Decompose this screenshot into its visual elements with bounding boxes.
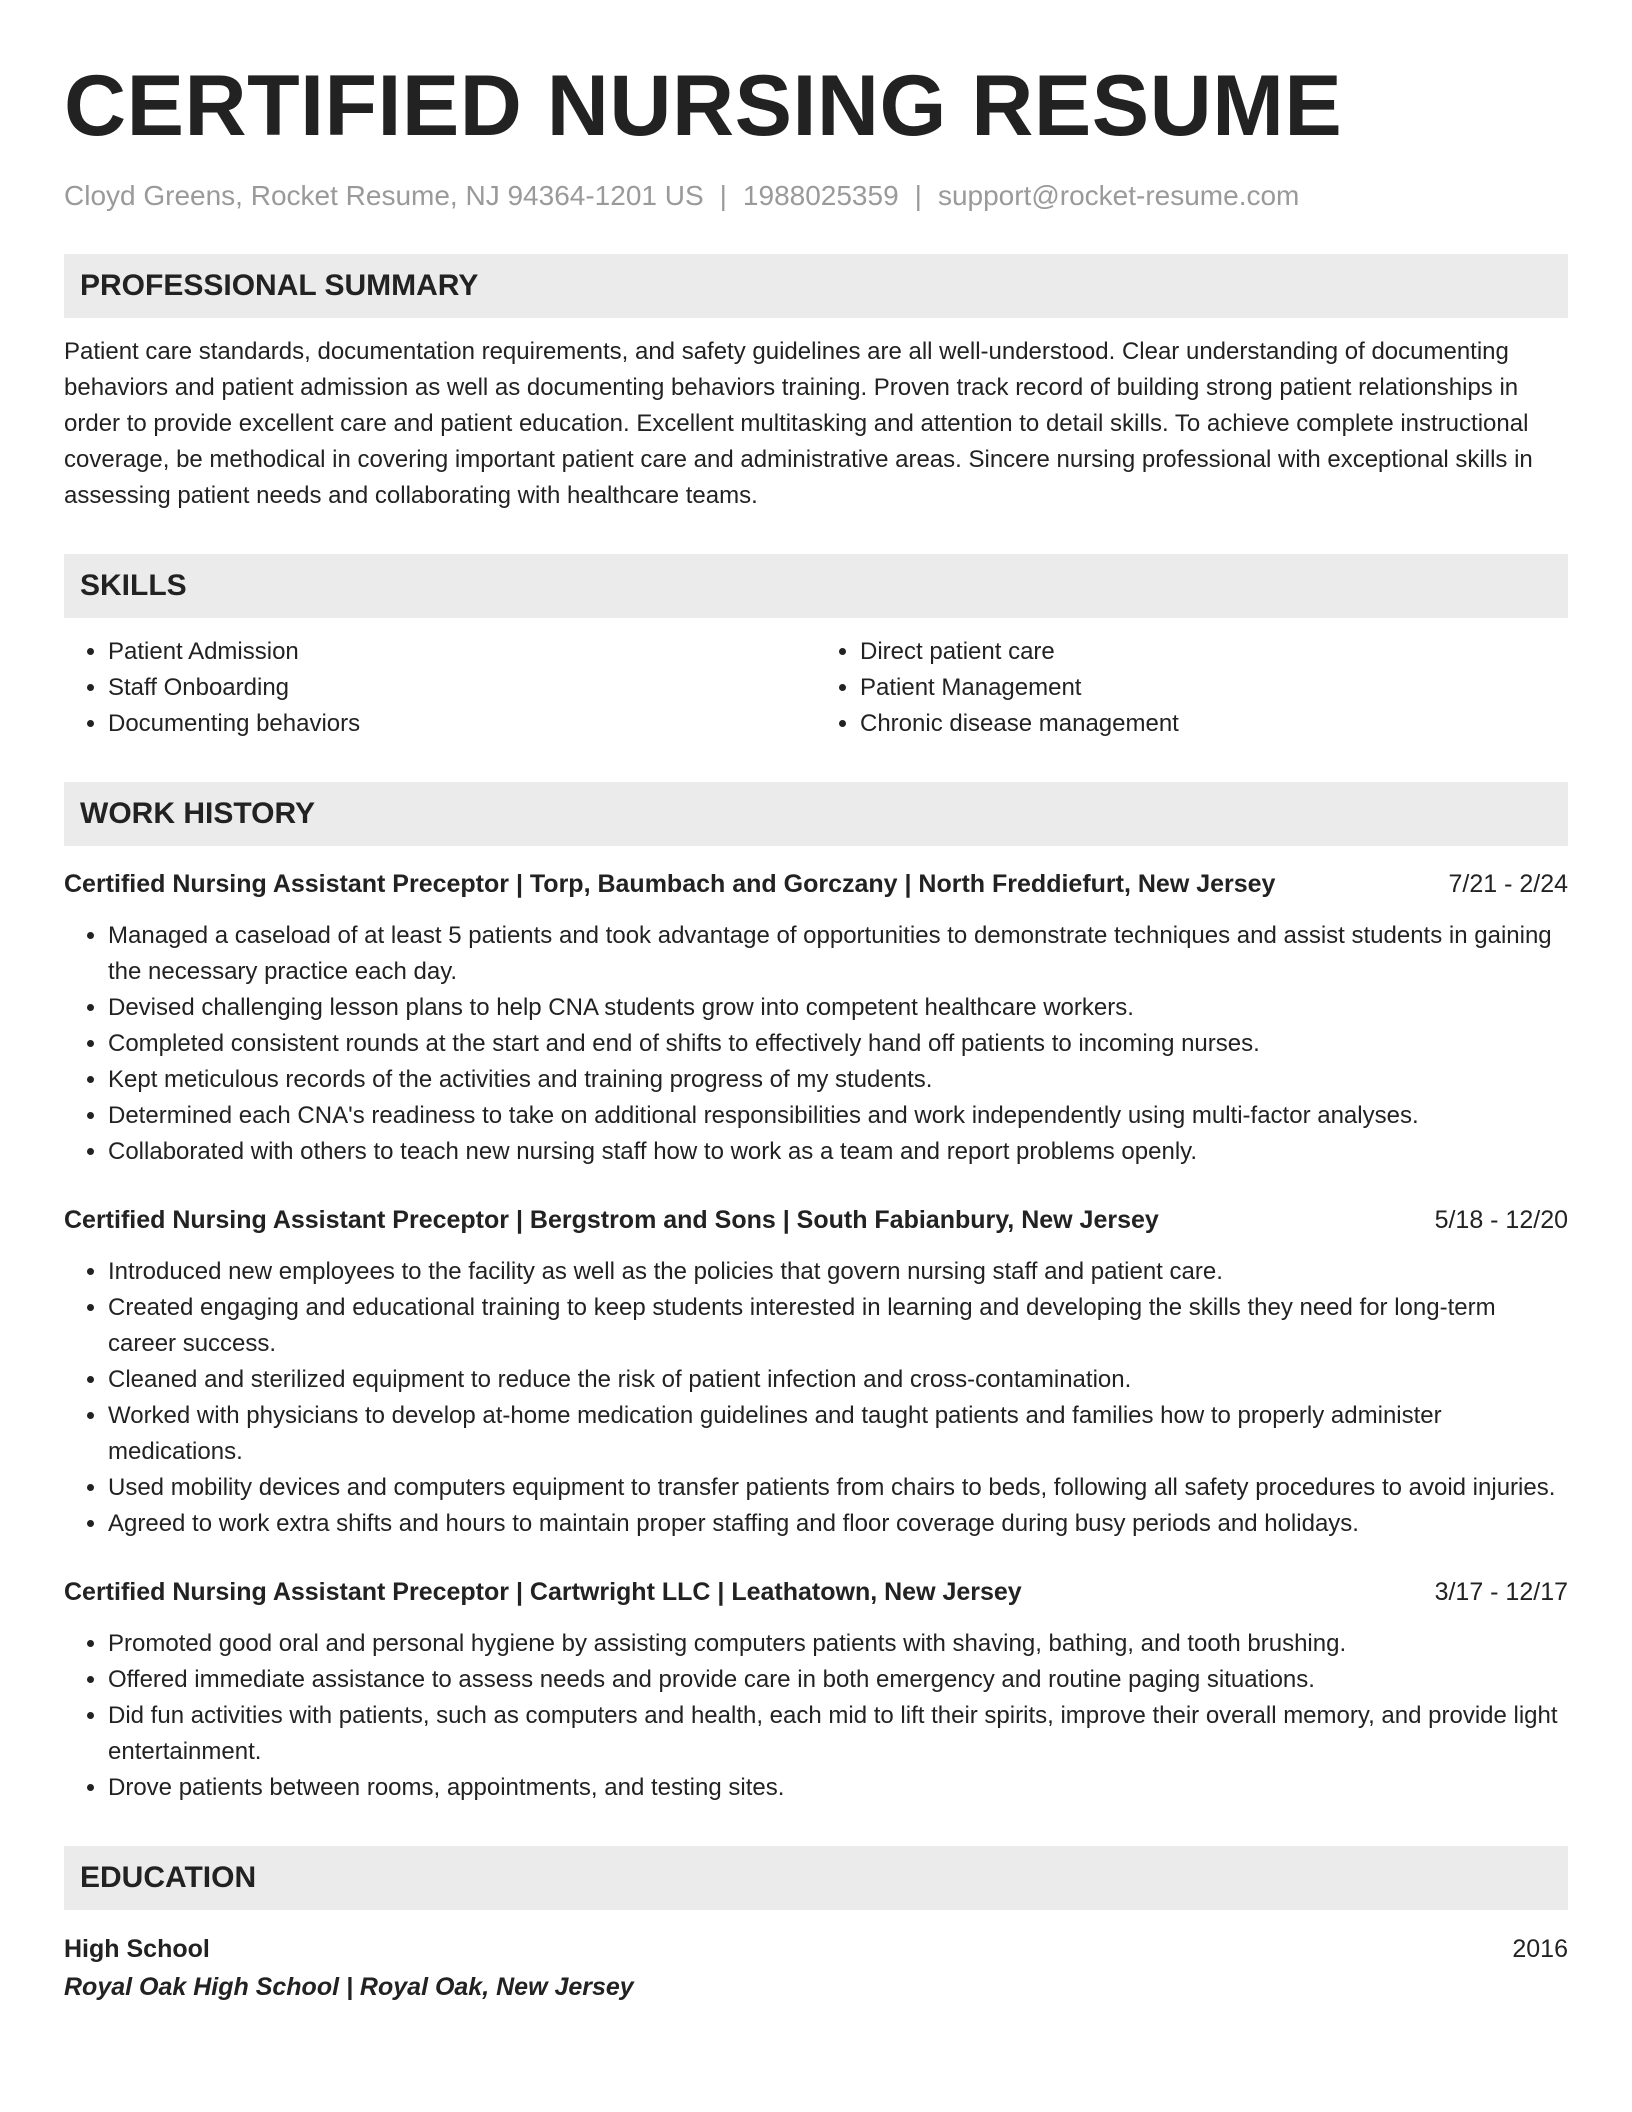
job-dates: 5/18 - 12/20 xyxy=(1434,1206,1568,1234)
skills-list-left xyxy=(64,634,816,742)
education-header xyxy=(64,1930,1568,1968)
skill-item: • Direct patient care xyxy=(860,634,1568,670)
education-year: 2016 xyxy=(1512,1935,1568,1963)
job-bullets xyxy=(64,1626,1568,1806)
summary-text: Patient care standards, documentation requirements, and safety guidelines are all well-understood. Clear understanding of documenting behaviors and patient admission as well as documenting behaviors training. Proven track record of building strong patient relationships in order to provide excellent care and patient education. Excellent multitasking and attention to detail skills. To achieve complete instructional coverage, be methodical in covering important patient care and administrative areas. Sincere nursing professional with exceptional skills in assessing patient needs and collaborating with healthcare teams. xyxy=(64,338,1533,509)
job-bullet: • Created engaging and educational training to keep students interested in learning and developing the skills they need for long-term career success. xyxy=(108,1290,1568,1362)
job-bullet: • Did fun activities with patients, such as computers and health, each mid to lift their spirits, improve their overall memory, and provide light entertainment. xyxy=(108,1698,1568,1770)
job-bullet: • Offered immediate assistance to assess needs and provide care in both emergency and routine paging situations. xyxy=(108,1662,1568,1698)
contact-separator: | xyxy=(914,180,922,211)
job-header xyxy=(64,866,1568,902)
section-heading-skills: SKILLS xyxy=(64,554,1568,618)
job-bullets xyxy=(64,1254,1568,1542)
job-bullet: • Determined each CNA's readiness to take on additional responsibilities and work independently using multi-factor analyses. xyxy=(108,1098,1568,1134)
skill-item: • Patient Admission xyxy=(108,634,816,670)
job-title: Certified Nursing Assistant Preceptor | Cartwright LLC | Leathatown, New Jersey xyxy=(64,1578,1022,1606)
job-bullet: • Devised challenging lesson plans to help CNA students grow into competent healthcare workers. xyxy=(108,990,1568,1026)
job-dates: 7/21 - 2/24 xyxy=(1448,870,1568,898)
job-bullet: • Managed a caseload of at least 5 patients and took advantage of opportunities to demonstrate techniques and assist students in gaining the necessary practice each day. xyxy=(108,918,1568,990)
job-header xyxy=(64,1202,1568,1238)
job-bullets xyxy=(64,918,1568,1170)
skills-grid xyxy=(64,634,1568,742)
skills-list-right xyxy=(816,634,1568,742)
job-bullet: • Drove patients between rooms, appointments, and testing sites. xyxy=(108,1770,1568,1806)
job-entry xyxy=(64,1574,1568,1806)
contact-address: Cloyd Greens, Rocket Resume, NJ 94364-1201 US xyxy=(64,180,704,211)
job-entry xyxy=(64,1202,1568,1542)
education-degree: High School xyxy=(64,1935,210,1963)
contact-line xyxy=(64,178,1568,214)
job-bullet: • Agreed to work extra shifts and hours to maintain proper staffing and floor coverage during busy periods and holidays. xyxy=(108,1506,1568,1542)
job-bullet: • Used mobility devices and computers equipment to transfer patients from chairs to beds, following all safety procedures to avoid injuries. xyxy=(108,1470,1568,1506)
job-bullet: • Completed consistent rounds at the start and end of shifts to effectively hand off patients to incoming nurses. xyxy=(108,1026,1568,1062)
job-bullet: • Promoted good oral and personal hygiene by assisting computers patients with shaving, bathing, and tooth brushing. xyxy=(108,1626,1568,1662)
job-dates: 3/17 - 12/17 xyxy=(1434,1578,1568,1606)
section-heading-work: WORK HISTORY xyxy=(64,782,1568,846)
job-bullet: • Kept meticulous records of the activities and training progress of my students. xyxy=(108,1062,1568,1098)
job-bullet: • Introduced new employees to the facility as well as the policies that govern nursing staff and patient care. xyxy=(108,1254,1568,1290)
contact-phone: 1988025359 xyxy=(742,180,899,211)
job-bullet: • Worked with physicians to develop at-home medication guidelines and taught patients and families how to properly administer medications. xyxy=(108,1398,1568,1470)
job-header xyxy=(64,1574,1568,1610)
job-bullet: • Collaborated with others to teach new nursing staff how to work as a team and report problems openly. xyxy=(108,1134,1568,1170)
education-entry xyxy=(64,1930,1568,2006)
job-title: Certified Nursing Assistant Preceptor | Torp, Baumbach and Gorczany | North Freddiefurt, New Jersey xyxy=(64,870,1276,898)
skill-item: • Patient Management xyxy=(860,670,1568,706)
section-heading-education: EDUCATION xyxy=(64,1846,1568,1910)
resume-title: CERTIFIED NURSING RESUME xyxy=(64,58,1343,154)
job-bullet: • Cleaned and sterilized equipment to reduce the risk of patient infection and cross-contamination. xyxy=(108,1362,1568,1398)
skill-item: • Documenting behaviors xyxy=(108,706,816,742)
contact-separator: | xyxy=(719,180,727,211)
contact-email: support@rocket-resume.com xyxy=(937,180,1300,211)
education-school: Royal Oak High School | Royal Oak, New Jersey xyxy=(64,1973,634,2001)
section-heading-summary: PROFESSIONAL SUMMARY xyxy=(64,254,1568,318)
skill-item: • Staff Onboarding xyxy=(108,670,816,706)
job-entry xyxy=(64,866,1568,1170)
job-title: Certified Nursing Assistant Preceptor | Bergstrom and Sons | South Fabianbury, New Jersey xyxy=(64,1206,1159,1234)
skill-item: • Chronic disease management xyxy=(860,706,1568,742)
